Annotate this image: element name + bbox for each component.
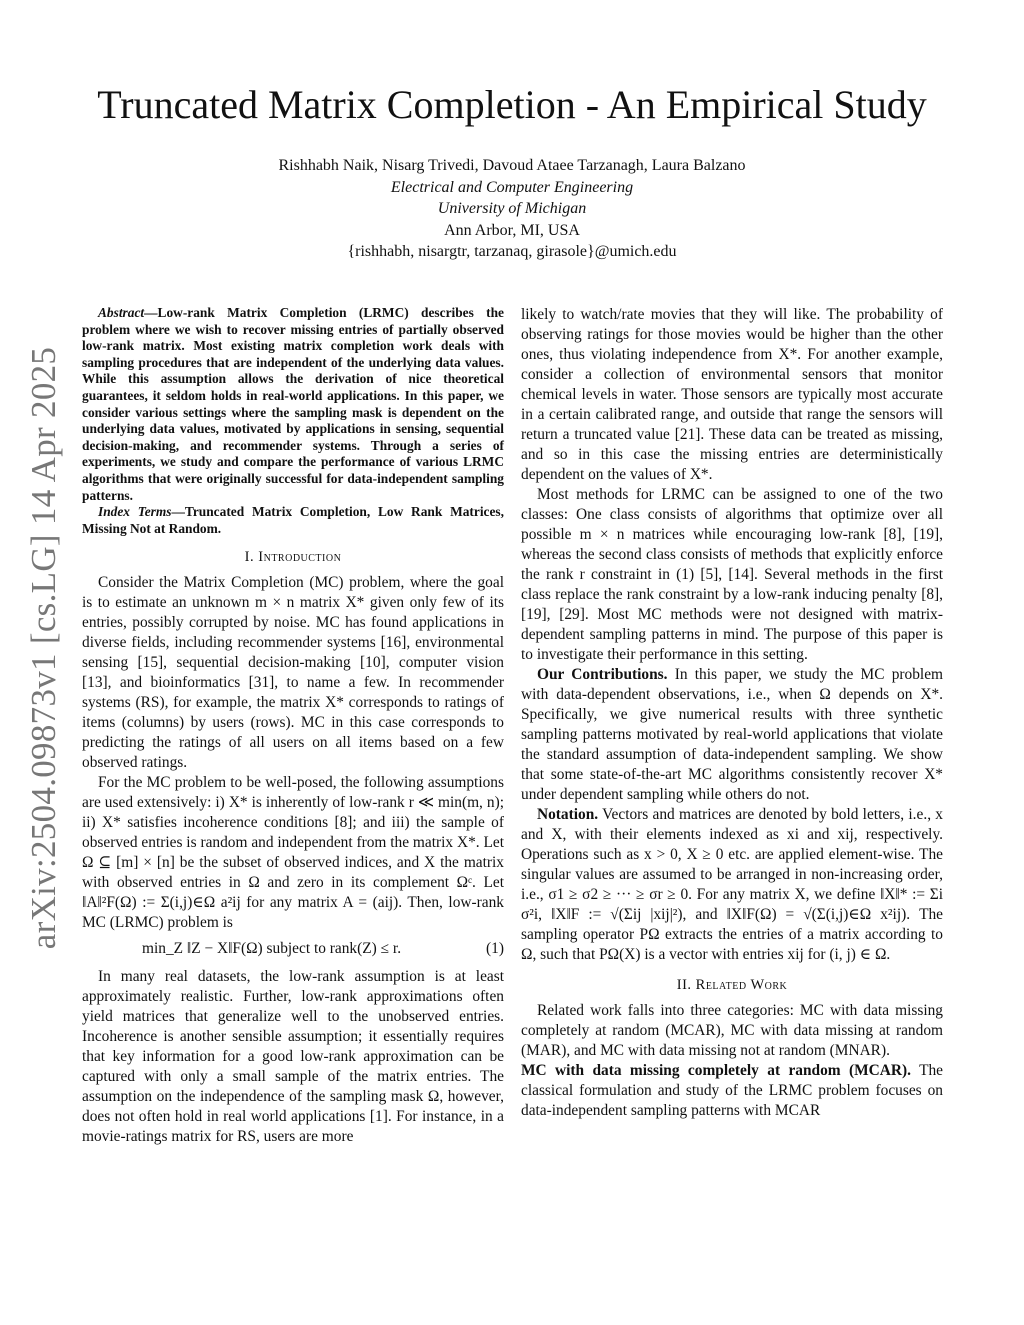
intro-paragraph-2: For the MC problem to be well-posed, the following assumptions are used extensively: i) X* is inherently of low-rank r ≪ min(m, n); ii) X* satisfies incoherence conditions [8]; and iii) the sample of observed entries is random and independent from the matrix X*. Let Ω ⊆ [m] × [n] be the subset of observed indices, and X the matrix with observed entries in Ω and zero in its complement Ωᶜ. Let ‖A‖²F(Ω) := Σ(i,j)∈Ω a²ij for any matrix A = (aij). Then, low-rank MC (LRMC) problem is [82, 774, 504, 932]
right-paragraph-1: likely to watch/rate movies that they will like. The probability of observing ratings for those movies would be higher than the other ones, thus violating independence from X*. For another example, consider a collection of environmental sensors that monitor chemical levels in water. Those sensors are typically most accurate in a certain calibrated range, and outside that range the sensors will return a truncated value [21]. These data can be treated as missing, and so in this case the missing entries are deterministically dependent on the values of X*. [521, 306, 943, 483]
index-terms-label: Index Terms [98, 504, 172, 520]
left-column [82, 305, 504, 1147]
notation-label: Notation. [537, 806, 599, 823]
right-paragraph-2: Most methods for LRMC can be assigned to one of the two classes: One class consists of algorithms that optimize over all possible m × n matrices while encouraging low-rank [8], [19], whereas the second class consists of methods that explicitly enforce the rank r constraint in (1) [5], [14]. Several methods in the first class replace the rank constraint by a low-rank inducing penalty [8], [19], [29]. Most MC methods were not designed with matrix-dependent sampling patterns in mind. The purpose of this paper is to investigate their performance in this setting. [521, 486, 943, 663]
section-heading-introduction: I. Introduction [244, 549, 342, 566]
equation-1-number: (1) [486, 940, 504, 958]
contributions-text: In this paper, we study the MC problem with data-dependent observations, i.e., when Ω depends on X*. Specifically, we give numerical results with three synthetic sampling patterns motivated by real-world applications that violate the standard assumption of data-independent sampling. We show that some state-of-the-art MC algorithms consistently recover X* under dependent sampling while others do not. [521, 666, 943, 803]
author-university: University of Michigan [437, 200, 587, 217]
equation-1 [82, 939, 504, 959]
intro-paragraph-1: Consider the Matrix Completion (MC) problem, where the goal is to estimate an unknown m × n matrix X* given only few of its entries, possibly corrupted by noise. MC has found applications in diverse fields, including recommender systems [16], environmental sensing [15], sequential decision-making [10], computer vision [13], and bioinformatics [31], to name a few. In recommender systems (RS), for example, the matrix X* corresponds to ratings of items (columns) by users (rows). MC in this case corresponds to predicting the ratings of all users on all items based on a few observed ratings. [82, 574, 504, 772]
section-heading-related-work: II. Related Work [676, 977, 788, 993]
author-location: Ann Arbor, MI, USA [444, 221, 580, 239]
index-terms [82, 504, 504, 537]
mcar-label: MC with data missing completely at random (MCAR). [521, 1062, 911, 1079]
author-names: Rishhabh Naik, Nisarg Trivedi, Davoud Ataee Tarzanagh, Laura Balzano [278, 157, 746, 174]
index-terms-text: —Truncated Matrix Completion, Low Rank Matrices, Missing Not at Random. [82, 504, 504, 536]
notation-paragraph [521, 805, 943, 965]
author-emails: {rishhabh, nisargtr, tarzanaq, girasole}@umich.edu [347, 243, 677, 260]
abstract-text: —Low-rank Matrix Completion (LRMC) describes the problem where we wish to recover missing entries of partially observed low-rank matrix. Most existing matrix completion work deals with sampling procedures that are independent of the underlying data values. While this assumption allows the derivation of nice theoretical guarantees, it seldom holds in real-world applications. In this paper, we consider various settings where the sampling mask is dependent on the underlying data values, motivated by applications in sensing, sequential decision-making, and recommender systems. Through a series of experiments, we study and compare the performance of various LRMC algorithms that were originally successful for data-independent sampling patterns. [82, 305, 504, 503]
intro-paragraph-3: In many real datasets, the low-rank assumption is at least approximately realistic. Further, low-rank approximations often yield matrices that generalize well to the unobserved entries. Incoherence is another sensible assumption; it essentially requires that key information for a good low-rank approximation can be captured with only a small sample of the matrix entries. The assumption on the independence of the sampling mask Ω, however, does not often hold in real world applications [1]. For instance, in a movie-ratings matrix for RS, users are more [82, 968, 504, 1146]
arxiv-sidebar-stamp [20, 348, 68, 948]
mcar-text: The classical formulation and study of the LRMC problem focuses on data-independent sampling patterns with MCAR [521, 1062, 943, 1119]
mcar-paragraph [521, 1061, 943, 1121]
notation-text: Vectors and matrices are denoted by bold letters, i.e., x and X, with their elements indexed as xi and xij, respectively. Operations such as x > 0, X ≥ 0 etc. are applied element-wise. The singular values are assumed to be arranged in non-increasing order, i.e., σ1 ≥ σ2 ≥ ··· ≥ σr ≥ 0. For any matrix X, we define ‖X‖* := Σi σ²i, ‖X‖F := √(Σij |xij|²), and ‖X‖F(Ω) = √(Σ(i,j)∈Ω x²ij). The sampling operator PΩ extracts the entries of a matrix according to Ω, such that PΩ(X) is a vector with entries xij for (i, j) ∈ Ω. [521, 806, 943, 963]
related-work-paragraph-1: Related work falls into three categories: MC with data missing completely at random (MCAR), MC with data missing at random (MAR), and MC with data missing not at random (MNAR). [521, 1002, 943, 1059]
arxiv-identifier: arXiv:2504.09873v1 [cs.LG] 14 Apr 2025 [24, 346, 63, 950]
contributions-label: Our Contributions. [537, 666, 668, 683]
paper-title: Truncated Matrix Completion - An Empirical Study [97, 82, 927, 127]
contributions-paragraph [521, 665, 943, 805]
right-column [521, 305, 943, 1121]
abstract [82, 305, 504, 504]
abstract-label: Abstract [98, 305, 145, 320]
author-block [200, 155, 824, 263]
author-department: Electrical and Computer Engineering [390, 178, 634, 196]
equation-1-body: min_Z ‖Z − X‖F(Ω) subject to rank(Z) ≤ r. [142, 940, 402, 958]
